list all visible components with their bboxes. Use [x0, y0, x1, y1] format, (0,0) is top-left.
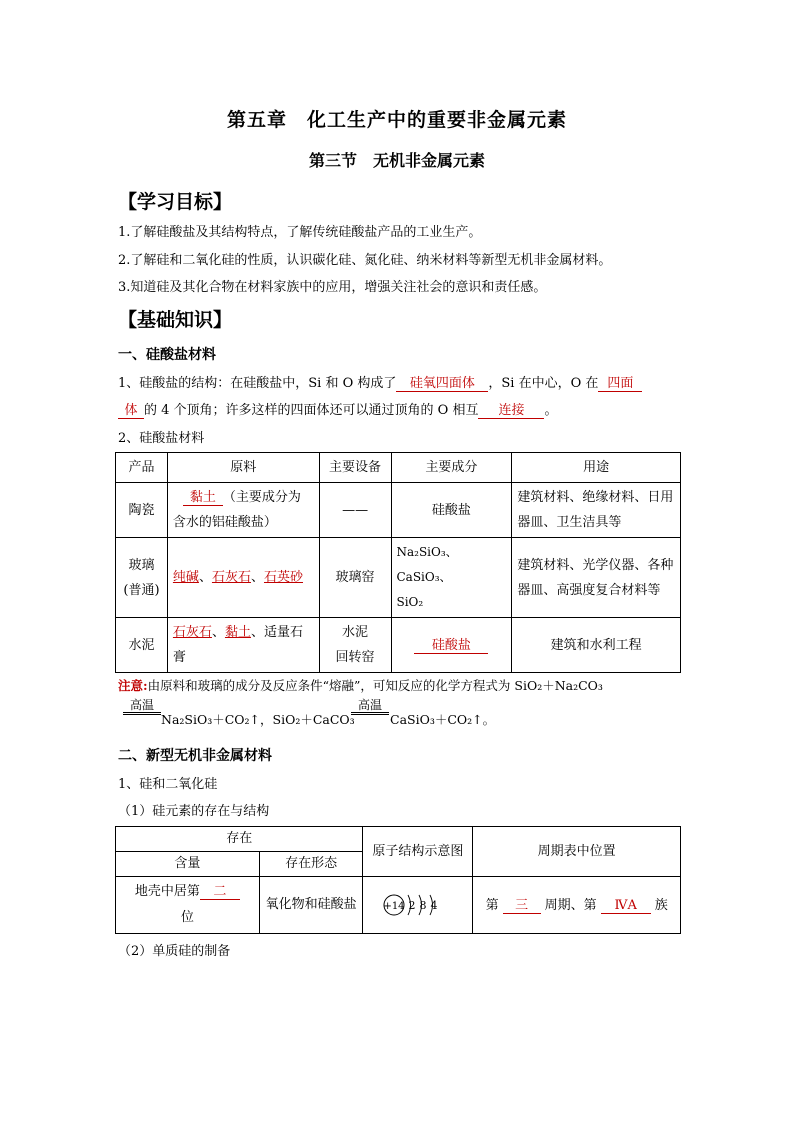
chapter-title: 第五章 化工生产中的重要非金属元素 [226, 109, 567, 131]
equipment-line1: 水泥 [342, 625, 369, 640]
table-header-row [116, 827, 681, 852]
condition-bar [123, 712, 161, 715]
condition-text: 高温 [357, 698, 382, 712]
content-text-b: 位 [180, 910, 194, 925]
materials-heading: 2、硅酸盐材料 [118, 431, 205, 446]
separator: 、 [211, 625, 225, 640]
table-row [116, 538, 681, 618]
th-form: 存在形态 [259, 852, 363, 877]
position-text-a: 第 [485, 897, 499, 913]
condition-text: 高温 [129, 698, 154, 712]
table-row [116, 618, 681, 673]
table-header-row [116, 453, 681, 483]
atom-diagram [382, 891, 454, 919]
answer-tetrahedron: 硅氧四面体 [396, 376, 488, 392]
structure-text-d: 。 [544, 403, 558, 418]
shell-count-3: 4 [430, 899, 438, 912]
basics-heading: 【基础知识】 [118, 309, 233, 331]
cell-composition: 硅酸盐 [391, 483, 512, 538]
silicon-structure-table [115, 826, 681, 934]
th-content: 含量 [116, 852, 260, 877]
th-existence: 存在 [116, 827, 363, 852]
goal-item-3: 3.知道硅及其化合物在材料家族中的应用，增强关注社会的意识和责任感。 [118, 280, 547, 295]
answer-group: ⅣA [601, 898, 651, 914]
note-line [118, 676, 603, 694]
cell-use: 建筑材料、绝缘材料、日用器皿、卫生洁具等 [512, 483, 681, 538]
table-row [116, 877, 681, 934]
th-composition: 主要成分 [391, 453, 512, 483]
reaction-condition-2 [351, 699, 389, 715]
note-label: 注意: [118, 678, 148, 693]
table-row [116, 483, 681, 538]
equipment-line2: 回转窑 [335, 650, 375, 665]
goal-item-2: 2.了解硅和二氧化硅的性质，认识碳化硅、氮化硅、纳米材料等新型无机非金属材料。 [118, 253, 612, 268]
cell-equipment: —— [319, 483, 391, 538]
cell-material [167, 538, 319, 618]
cell-product: 陶瓷 [116, 483, 168, 538]
answer-limestone: 石灰石 [211, 570, 251, 585]
cell-form: 氧化物和硅酸盐 [259, 877, 363, 934]
structure-text-a: 1、硅酸盐的结构：在硅酸盐中，Si 和 O 构成了 [118, 376, 397, 391]
preparation-heading: （2）单质硅的制备 [118, 944, 231, 959]
answer-silicate: 硅酸盐 [414, 638, 488, 654]
goal-item-1: 1.了解硅酸盐及其结构特点，了解传统硅酸盐产品的工业生产。 [118, 225, 482, 240]
part1-heading: 一、硅酸盐材料 [118, 347, 216, 363]
part2-heading: 二、新型无机非金属材料 [118, 748, 272, 764]
silicon-heading: 1、硅和二氧化硅 [118, 777, 218, 792]
cell-product [116, 538, 168, 618]
answer-connect: 连接 [478, 403, 544, 419]
th-material: 原料 [167, 453, 319, 483]
section-title: 第三节 无机非金属元素 [308, 151, 485, 170]
cell-use: 建筑材料、光学仪器、各种器皿、高强度复合材料等 [512, 538, 681, 618]
answer-clay: 黏土 [183, 490, 223, 506]
material-note: （主要成分为含水的铝硅酸盐） [172, 490, 301, 530]
structure-text-c: 的 4 个顶角；许多这样的四面体还可以通过顶角的 O 相互 [144, 403, 479, 418]
answer-tetrahedron-b: 体 [118, 403, 144, 419]
material-note: 、适量石膏 [172, 625, 303, 665]
separator: 、 [250, 570, 264, 585]
th-use: 用途 [512, 453, 681, 483]
silicate-materials-table [115, 452, 681, 673]
equation-part-a: Na₂SiO₃＋CO₂↑，SiO₂＋CaCO₃ [161, 712, 355, 727]
goals-heading: 【学习目标】 [118, 191, 233, 213]
answer-rank: 二 [200, 884, 240, 900]
answer-soda: 纯碱 [172, 570, 199, 585]
condition-bar [351, 712, 389, 715]
reaction-condition-1 [123, 699, 161, 715]
shell-count-2: 8 [419, 899, 427, 912]
existence-heading: （1）硅元素的存在与结构 [118, 804, 270, 819]
silicate-structure-line1 [118, 372, 642, 392]
composition-line2: SiO₂ [396, 595, 424, 609]
answer-clay: 黏土 [224, 625, 251, 640]
cell-composition [391, 538, 512, 618]
silicate-structure-line2 [118, 399, 557, 419]
content-text-a: 地壳中居第 [134, 884, 200, 899]
cell-use: 建筑和水利工程 [512, 618, 681, 673]
cell-material [167, 483, 319, 538]
nucleus-charge: +14 [383, 901, 405, 912]
th-product: 产品 [116, 453, 168, 483]
atom-shells-svg [382, 891, 454, 919]
cell-composition [391, 618, 512, 673]
note-text: 由原料和玻璃的成分及反应条件“熔融”，可知反应的化学方程式为 SiO₂＋Na₂CO₃ [147, 678, 603, 693]
shell-count-1: 2 [408, 899, 416, 912]
position-text-b: 周期、第 [544, 897, 597, 913]
answer-tetrahedron-a: 四面 [598, 376, 642, 392]
separator: 、 [198, 570, 212, 585]
answer-period: 三 [503, 898, 541, 914]
composition-line1: Na₂SiO₃、CaSiO₃、 [396, 545, 458, 584]
th-periodic-position: 周期表中位置 [473, 827, 681, 877]
answer-quartz: 石英砂 [263, 570, 303, 585]
product-name: 玻璃 [128, 557, 155, 573]
th-equipment: 主要设备 [319, 453, 391, 483]
cell-periodic-position [473, 877, 681, 934]
th-atomic-structure: 原子结构示意图 [363, 827, 473, 877]
equation-part-b: CaSiO₃＋CO₂↑。 [390, 712, 496, 727]
cell-atom-diagram [363, 877, 473, 934]
product-type: (普通) [123, 582, 160, 598]
cell-equipment [319, 618, 391, 673]
position-text-c: 族 [654, 897, 668, 913]
cell-content [116, 877, 260, 934]
answer-limestone: 石灰石 [172, 625, 212, 640]
cell-material [167, 618, 319, 673]
cell-product: 水泥 [116, 618, 168, 673]
cell-equipment: 玻璃窑 [319, 538, 391, 618]
structure-text-b: ，Si 在中心，O 在 [488, 376, 599, 391]
